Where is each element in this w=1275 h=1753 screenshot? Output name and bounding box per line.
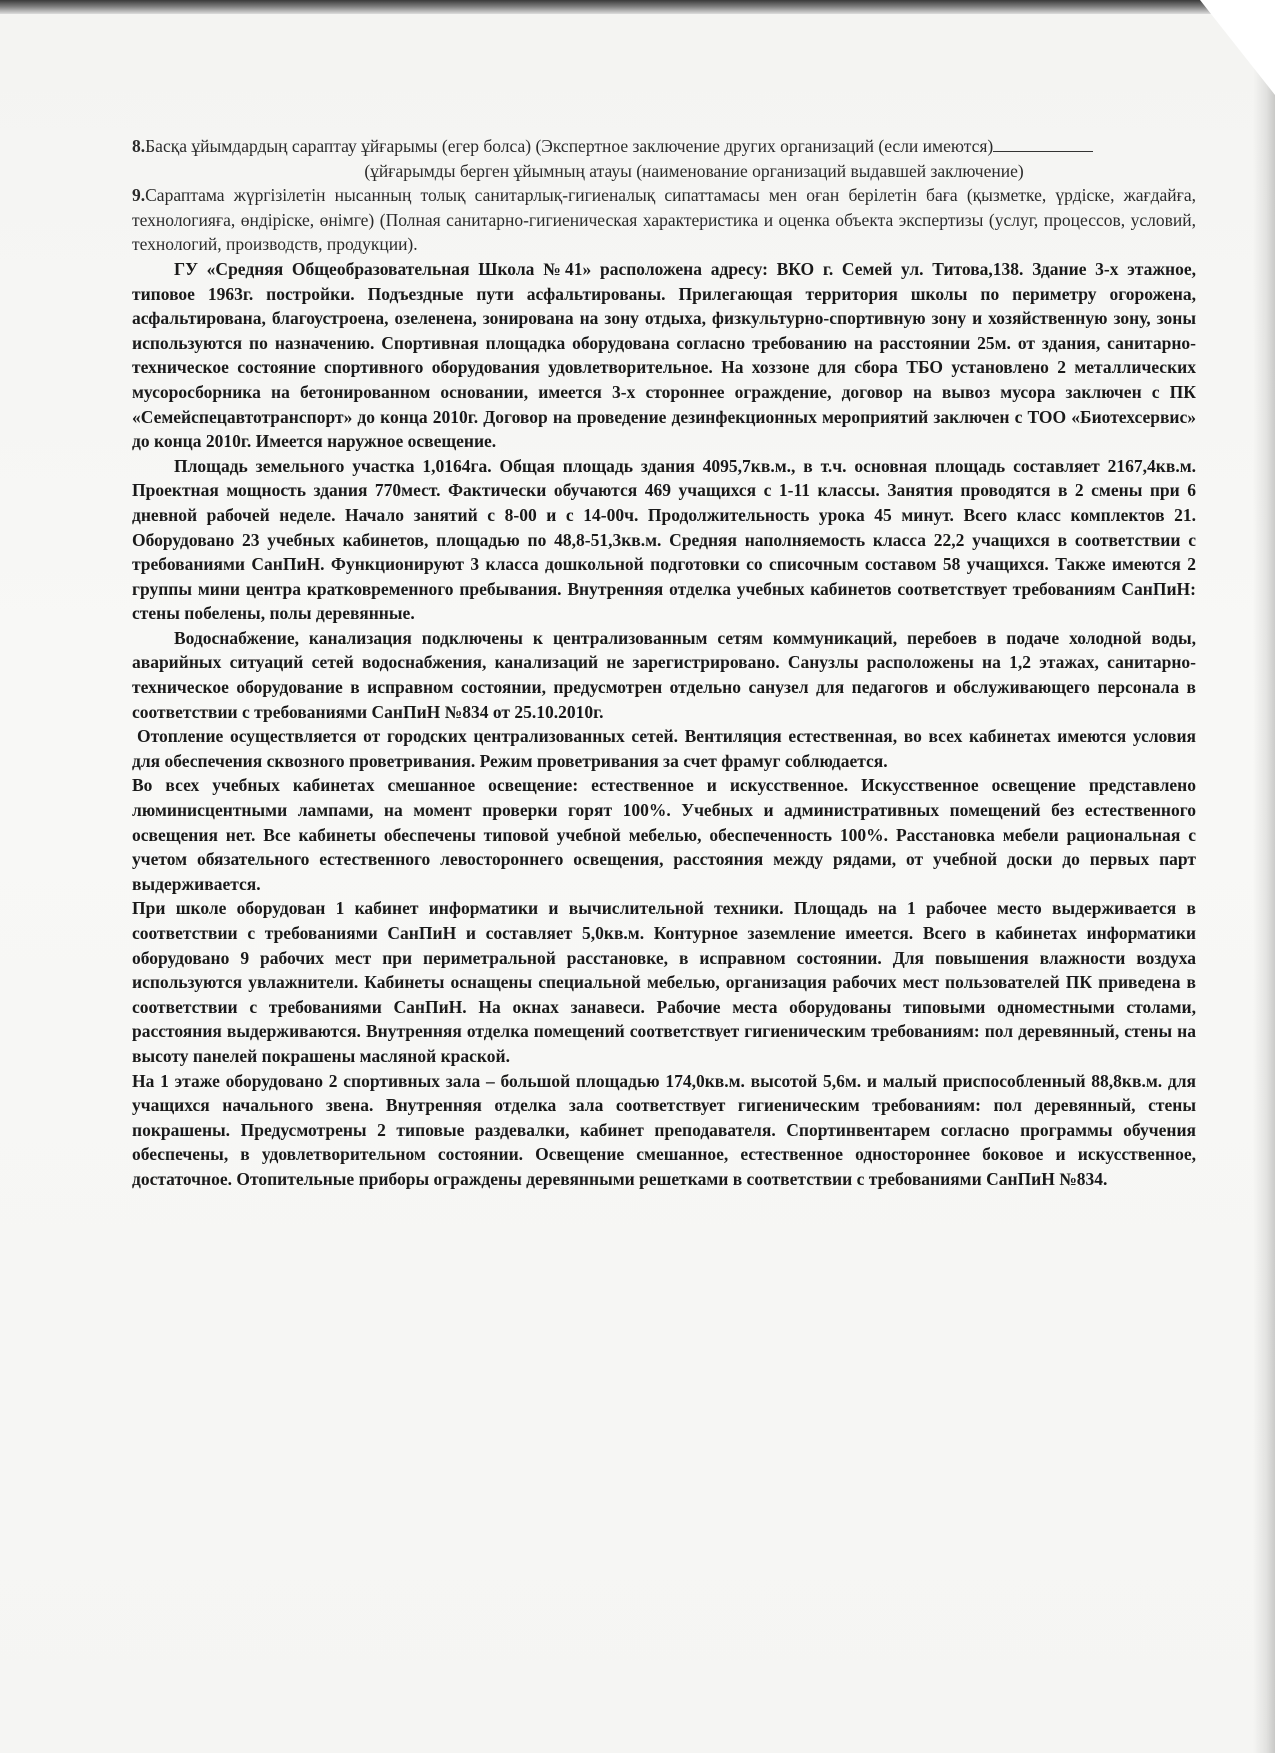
paragraph-computer-room: При школе оборудован 1 кабинет информатики и вычислительной техники. Площадь на 1 рабочее место выдерживается в соответствии с требованиями СанПиН и составляет 5,0кв.м. Контурное заземление имеется. Всего в кабинетах информатики оборудовано 9 рабочих мест при периметральной расстановке, в исправном состоянии. Для повышения влажности воздуха используются увлажнители. Кабинеты оснащены специальной мебелью, организация рабочих мест пользователей ПК приведена в соответствии с требованиями СанПиН. На окнах занавеси. Рабочие места оборудованы типовыми одноместными столами, расстояния выдерживаются. Внутренняя отделка помещений соответствует гигиеническим требованиям: пол деревянный, стены на высоту панелей покрашены масляной краской. [132,898,1196,1066]
section-9-text: Сараптама жүргізілетін нысанның толық санитарлық-гигиеналық сипаттамасы мен оған берілетін баға (қызметке, үрдіске, жағдайға, технологияға, өндіріске, өнімге) (Полная санитарно-гигиеническая характеристика и оценка объекта экспертизы (услуг, процессов, условий, технологий, производств, продукции). [132,185,1196,255]
section-9 [132,183,1196,257]
paragraph-area-capacity: Площадь земельного участка 1,0164га. Общая площадь здания 4095,7кв.м., в т.ч. основная площадь составляет 2167,4кв.м. Проектная мощность здания 770мест. Фактически обучаются 469 учащихся с 1-11 классы. Занятия проводятся в 2 смены при 6 дневной рабочей неделе. Начало занятий с 8-00 и с 14-00ч. Продолжительность урока 45 минут. Всего класс комплектов 21. Оборудовано 23 учебных кабинетов, площадью по 48,8-51,3кв.м. Средняя наполняемость класса 22,2 учащихся в соответствии с требованиями СанПиН. Функционируют 3 класса дошкольной подготовки со списочным составом 58 учащихся. Также имеются 2 группы мини центра кратковременного пребывания. Внутренняя отделка учебных кабинетов соответствует требованиям СанПиН: стены побелены, полы деревянные. [132,455,1196,624]
scan-top-edge [0,0,1275,14]
section-8-number: 8. [132,136,146,156]
document-body [132,134,1196,1192]
section-9-number: 9. [132,185,146,206]
paragraph-lighting: Во всех учебных кабинетах смешанное освещение: естественное и искусственное. Искусственное освещение представлено люминисцентными лампами, на момент проверки горят 100%. Учебных и административных помещений без естественного освещения нет. Все кабинеты обеспечены типовой учебной мебелью, обеспеченность 100%. Расстановка мебели рациональная с учетом обязательного естественного левостороннего освещения, расстояния между рядами, от учебной доски до первых парт выдерживается. [132,775,1196,894]
paragraph-sports-halls: На 1 этаже оборудовано 2 спортивных зала – большой площадью 174,0кв.м. высотой 5,6м. и малый приспособленный 88,8кв.м. для учащихся начального звена. Внутренняя отделка зала соответствует гигиеническим требованиям: пол деревянный, стены покрашены. Предусмотрены 2 типовые раздевалки, кабинет преподавателя. Спортинвентарем согласно программы обучения обеспечены, в удовлетворительном состоянии. Освещение смешанное, естественное одностороннее боковое и искусственное, достаточное. Отопительные приборы ограждены деревянными решетками в соответствии с требованиями СанПиН №834. [132,1070,1196,1189]
paragraph-heating-ventilation: Отопление осуществляется от городских централизованных сетей. Вентиляция естественная, во всех кабинетах имеются условия для обеспечения сквозного проветривания. Режим проветривания за счет фрамуг соблюдается. [132,726,1196,771]
section-8-blank-line [993,137,1093,152]
paragraph-water-supply: Водоснабжение, канализация подключены к централизованным сетям коммуникаций, перебоев в подаче холодной воды, аварийных ситуаций сетей водоснабжения, канализаций не зарегистрировано. Санузлы расположены на 1,2 этажах, санитарно-техническое оборудование в исправном состоянии, предусмотрен отдельно санузел для педагогов и обслуживающего персонала в соответствии с требованиями СанПиН №834 от 25.10.2010г. [132,627,1196,722]
folded-corner [1200,0,1275,95]
section-8 [132,134,1196,159]
section-8-text: Басқа ұйымдардың сараптау ұйғарымы (егер болса) (Экспертное заключение других организаций (если имеются) [145,136,994,156]
scan-right-shadow [1253,0,1275,1753]
section-8-caption: (ұйғарымды берген ұйымның атауы (наименование организаций выдавшей заключение) [364,160,1024,181]
paragraph-school-location: ГУ «Средняя Общеобразовательная Школа №41» расположена адресу: ВКО г. Семей ул. Титова,138. Здание 3-х этажное, типовое 1963г. постройки. Подъездные пути асфальтированы. Прилегающая территория школы по периметру огорожена, асфальтирована, благоустроена, озеленена, зонирована на зону отдыха, физкультурно-спортивную зону и хозяйственную зону, зоны используются по назначению. Спортивная площадка оборудована согласно требованию на расстоянии 25м. от здания, санитарно- техническое состояние спортивного оборудования удовлетворительное. На хоззоне для сбора ТБО установлено 2 металлических мусоросборника на бетонированном основании, имеется 3-х стороннее ограждение, договор на вывоз мусора заключен с ПК «Семейспецавтотранспорт» до конца 2010г. Договор на проведение дезинфекционных мероприятий заключен с ТОО «Биотехсервис» до конца 2010г. Имеется наружное освещение. [132,258,1196,452]
